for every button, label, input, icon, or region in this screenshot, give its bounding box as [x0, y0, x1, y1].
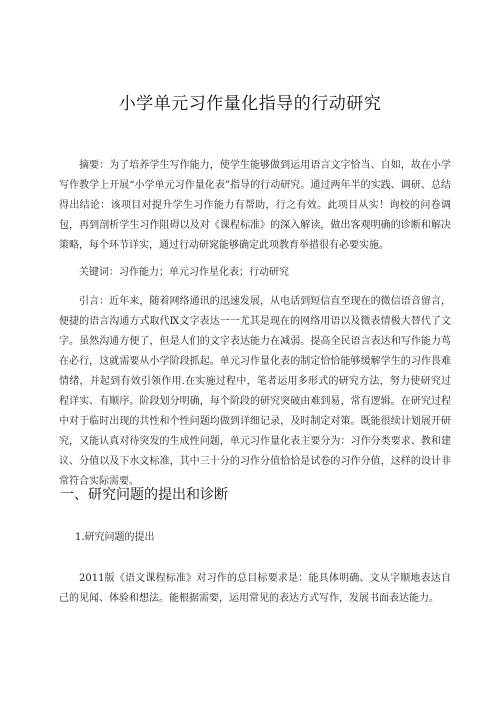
abstract-paragraph: 摘要：为了培养学生写作能力，使学生能够做到运用语言文字恰当、自如，故在小学写作教学上开展“小学单元习作量化表”指导的行动研究。通过两年半的实践、调研、总结得出结论：该项目对提升学生习作能力有帮助，行之有效。此项目从实！询校的问卷调包，再到剖析学生习作阻碍以及对《课程标准》的深入解读，做出客观明确的诊断和解决策略，每个环节详实，通过行动研窕能够确定此项教育举措很有必要实施。	[59, 160, 451, 251]
subsection-paragraph: 2011版《语文课程标准》对习作的总目标要求是：能具体明确、文从字顺地表达自己的见闻、体验和想法。能根据需要，运用常见的表达方式写作，发展书面表达能力。	[59, 573, 451, 604]
keywords-line: 关键词：习作能力；单元习作星化表；行动研究	[79, 267, 289, 278]
subsection-heading: 1.研究问题的提出	[75, 532, 155, 543]
document-title: 小学单元习作量化指导的行动研究	[118, 94, 382, 114]
intro-paragraph: 引言：近年来，随着网络通讯的迅速发展，从电话到短信直至现在的微信语音留言，便捷的语言沟通方式取代Ⅸ文字表达一一尤其是现在的网络用语以及微表情极大替代了文字。虽然沟通方便了，但是人们的文字表达能力在减弱。提高全民语言表达和写作能力茑在必行，这就需要从小学阶段抓起。单元习作量化表的制定恰恰能够缓解学生的习作畏难情绪，并起到有效引领作用.在实施过程中，笔者运用多形式的研究方法，努力使研究过程详实、有顺序。阶段划分明确，每个阶段的研究突破由难到易，常有逻辑。在研究过程中对于临时出现的共性和个性问题均做到详细记录，及时制定对策。既能很续计划展开研究，又能认真对待突发的生成性问题，单元习作量化表主要分为：习作分类要求、教和建议、分值以及下水文标准，其中三十分的习作分值恰恰是试卷的习作分值，这样的设计非常符合实际需要。	[59, 296, 451, 487]
section-heading: 一、研究问题的提出和诊断	[60, 487, 228, 503]
